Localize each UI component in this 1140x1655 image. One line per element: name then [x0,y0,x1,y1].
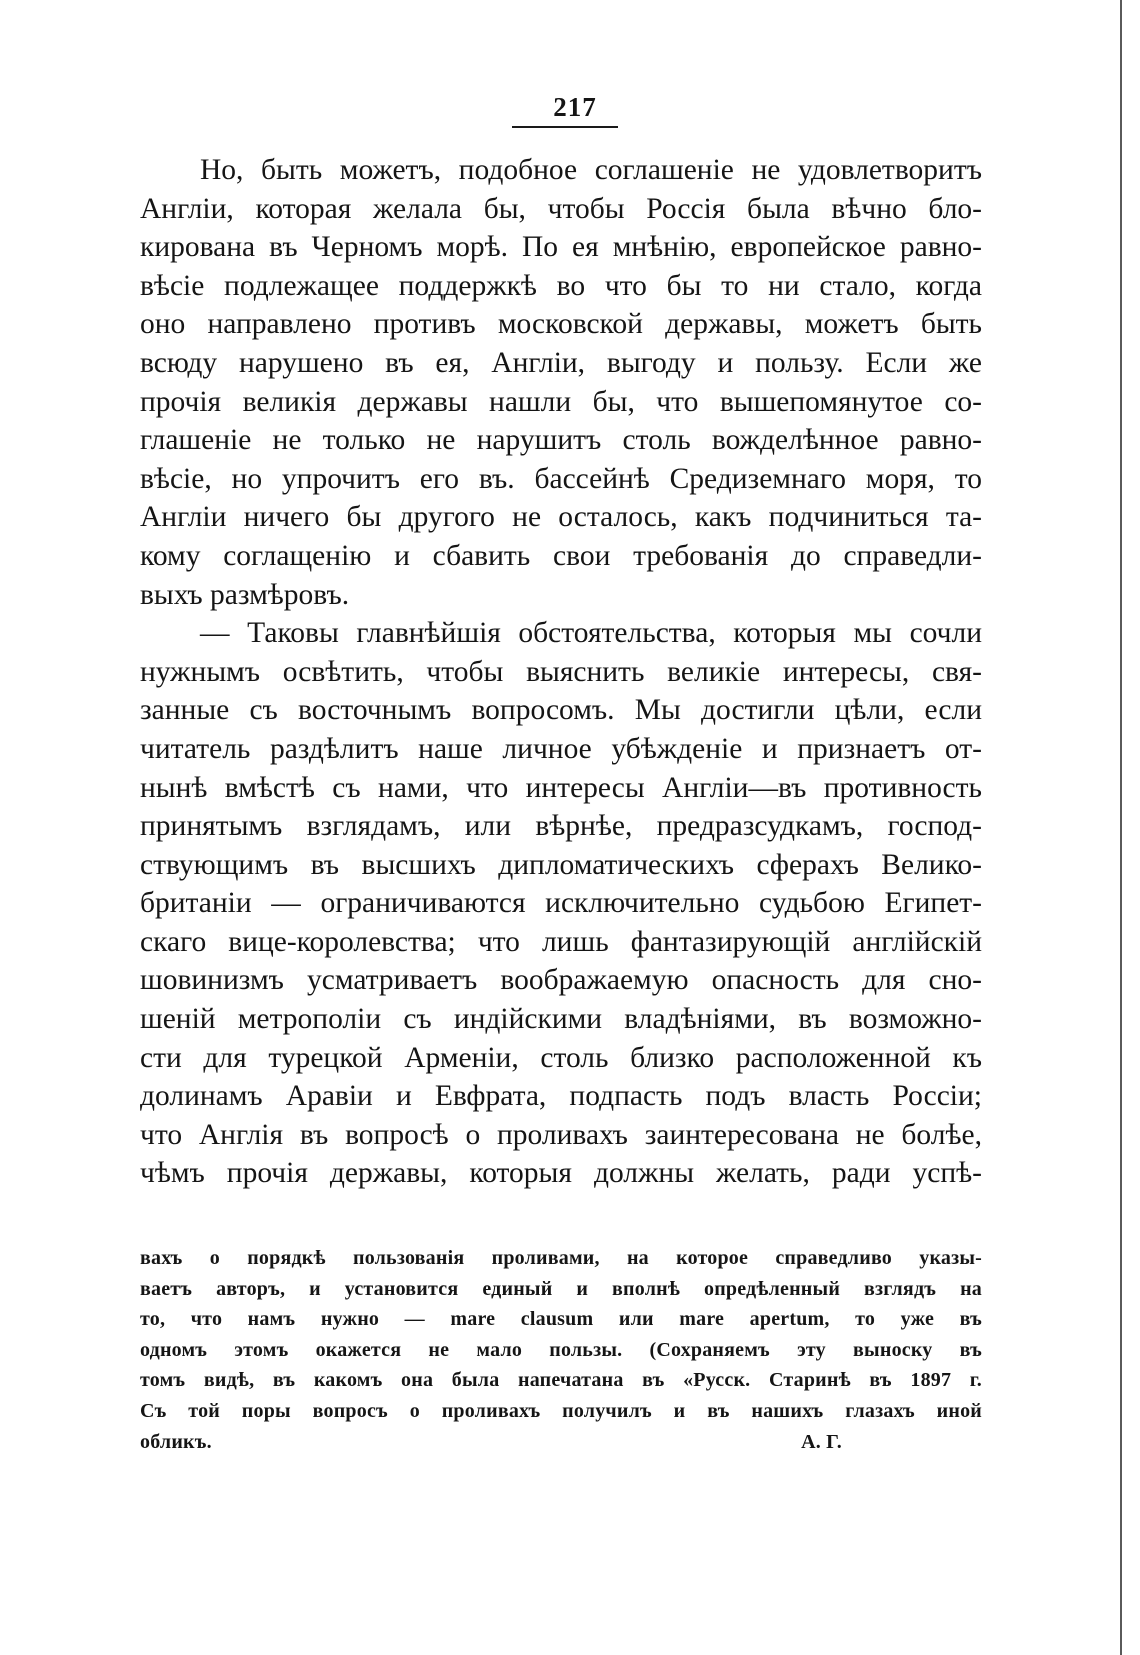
footnote-line: томъ видѣ, въ какомъ она была напечатана въ «Русск. Старинѣ въ 1897 г. [140,1369,982,1392]
text-line: нынѣ вмѣстѣ съ нами, что интересы Англіи—въ противность [140,771,982,804]
text-line: шеній метрополіи съ индійскими владѣніями, въ возможно- [140,1003,982,1036]
main-text-block [140,151,982,1193]
footnote-line: то, что намъ нужно — mare clausum или mare apertum, то уже въ [140,1308,982,1331]
text-line: ствующимъ въ высшихъ дипломатическихъ сферахъ Велико- [140,848,982,881]
text-line: сти для турецкой Арменіи, столь близко расположенной къ [140,1041,982,1074]
text-line: выхъ размѣровъ. [140,578,350,611]
footnote-signature: А. Г. [801,1430,842,1453]
footnote-last-line: обликъ. [140,1430,212,1453]
text-line: глашеніе не только не нарушитъ столь вожделѣнное равно- [140,424,982,457]
footnote-block [140,1243,982,1457]
page-number: 217 [553,92,597,122]
text-line: Англіи, которая желала бы, чтобы Россія была вѣчно бло- [140,192,982,225]
text-line: кому соглащенію и сбавить свои требованія до справедли- [140,539,982,572]
page-number-underline [512,126,618,128]
page-edge-line [1120,0,1122,1655]
text-line: всюду нарушено въ ея, Англіи, выгоду и пользу. Если же [140,346,982,379]
text-line: прочія великія державы нашли бы, что вышепомянутое со- [140,385,982,418]
text-line: чѣмъ прочія державы, которыя должны желать, ради успѣ- [140,1157,982,1190]
footnote-line: ваетъ авторъ, и установится единый и вполнѣ опредѣленный взглядъ на [140,1277,982,1300]
text-line: что Англія въ вопросѣ о проливахъ заинтересована не болѣе, [140,1118,982,1151]
text-line: шовинизмъ усматриваетъ воображаемую опасность для сно- [140,964,982,997]
text-line: вѣсіе подлежащее поддержкѣ во что бы то ни стало, когда [140,269,982,302]
footnote-line: Съ той поры вопросъ о проливахъ получилъ и въ нашихъ глазахъ иной [140,1399,982,1422]
text-line: Но, быть можетъ, подобное соглашеніе не удовлетворитъ [200,154,982,186]
text-line: вѣсіе, но упрочитъ его въ. бассейнѣ Средиземнаго моря, то [140,462,982,495]
text-line: нужнымъ освѣтить, чтобы выяснить великіе интересы, свя- [140,655,982,688]
text-line: кирована въ Черномъ морѣ. По ея мнѣнію, европейское равно- [140,231,982,264]
footnote-line: одномъ этомъ окажется не мало пользы. (Сохраняемъ эту выноску въ [140,1338,982,1361]
text-line: британіи — ограничиваются исключительно судьбою Египет- [140,887,982,920]
text-line: долинамъ Аравіи и Евфрата, подпасть подъ власть Россіи; [140,1080,982,1113]
text-line: — Таковы главнѣйшія обстоятельства, которыя мы сочли [200,617,982,650]
text-line: занные съ восточнымъ вопросомъ. Мы достигли цѣли, если [140,694,982,727]
text-line: оно направлено противъ московской державы, можетъ быть [140,308,982,341]
footnote-last-row [140,1427,982,1458]
text-line: принятымъ взглядамъ, или вѣрнѣе, предразсудкамъ, господ- [140,810,982,843]
text-line: скаго вице-королевства; что лишь фантазирующій англійскій [140,925,982,958]
text-line: читатель раздѣлитъ наше личное убѣжденіе и признаетъ от- [140,732,982,765]
footnote-line: вахъ о порядкѣ пользованія проливами, на которое справедливо указы- [140,1247,982,1269]
text-line: Англіи ничего бы другого не осталось, какъ подчиниться та- [140,501,982,534]
